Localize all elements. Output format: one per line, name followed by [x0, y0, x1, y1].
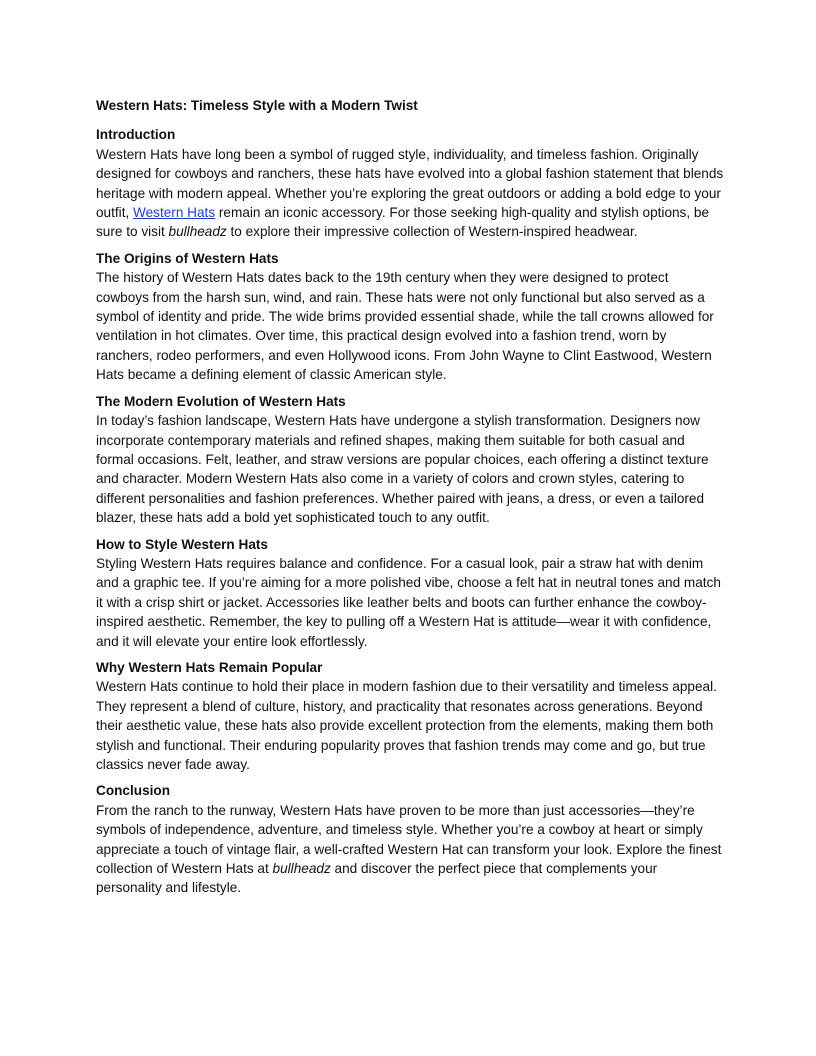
section-introduction	[96, 125, 724, 241]
brand-name: bullheadz	[272, 861, 331, 877]
modern-evolution-heading: The Modern Evolution of Western Hats	[96, 393, 346, 409]
conclusion-heading: Conclusion	[96, 783, 171, 799]
section-origins	[96, 249, 724, 385]
introduction-text-before-link: Western Hats have long been a symbol of rugged style, individuality, and timeless fashion. Originally designed for cowboys and ranchers, these hats have evolved into a global fashion statement that blends heritage with modern appeal. Whether you’re exploring the great outdoors or adding a bold edge to your outfit,	[96, 146, 724, 221]
conclusion-text-before-brand: From the ranch to the runway, Western Hats have proven to be more than just accessories—they’re symbols of independence, adventure, and timeless style. Whether you’re a cowboy at heart or simply appreciate a touch of vintage flair, a well-crafted Western Hat can transform your look. Explore the finest collection of Western Hats at	[96, 802, 722, 877]
document-page	[96, 96, 724, 905]
introduction-text-end: to explore their impressive collection of Western-inspired headwear.	[226, 224, 638, 240]
how-to-style-heading: How to Style Western Hats	[96, 536, 268, 552]
introduction-heading: Introduction	[96, 127, 176, 143]
modern-evolution-body: In today’s fashion landscape, Western Hats have undergone a stylish transformation. Designers now incorporate contemporary materials and refined shapes, making them suitable for both casual and formal occasions. Felt, leather, and straw versions are popular choices, each offering a distinct texture and character. Modern Western Hats also come in a variety of colors and crown styles, catering to different personalities and fashion preferences. Whether paired with jeans, a dress, or even a tailored blazer, these hats add a bold yet sophisticated touch to any outfit.	[96, 413, 709, 526]
section-how-to-style	[96, 535, 724, 651]
how-to-style-body: Styling Western Hats requires balance and confidence. For a casual look, pair a straw hat with denim and a graphic tee. If you’re aiming for a more polished vibe, choose a felt hat in neutral tones and match it with a crisp shirt or jacket. Accessories like leather belts and boots can further enhance the cowboy-inspired aesthetic. Remember, the key to pulling off a Western Hat is attitude—wear it with confidence, and it will elevate your entire look effortlessly.	[96, 555, 721, 649]
conclusion-text-after-brand: and discover the perfect piece that complements your personality and lifestyle.	[96, 861, 658, 896]
conclusion-body	[96, 801, 724, 898]
western-hats-link[interactable]: Western Hats	[133, 205, 216, 221]
section-why-popular	[96, 658, 724, 774]
brand-name: bullheadz	[168, 224, 227, 240]
origins-heading: The Origins of Western Hats	[96, 250, 279, 266]
introduction-text-after-link: remain an iconic accessory. For those seeking high-quality and stylish options, be sure to visit	[96, 205, 710, 240]
why-popular-heading: Why Western Hats Remain Popular	[96, 659, 323, 675]
why-popular-body: Western Hats continue to hold their place in modern fashion due to their versatility and timeless appeal. They represent a blend of culture, history, and practicality that resonates across generations. Beyond their aesthetic value, these hats also provide excellent protection from the elements, making them both stylish and functional. Their enduring popularity proves that fashion trends may come and go, but true classics never fade away.	[96, 679, 717, 772]
introduction-body	[96, 145, 724, 242]
section-conclusion	[96, 781, 724, 897]
section-modern-evolution	[96, 392, 724, 528]
origins-body: The history of Western Hats dates back to the 19th century when they were designed to protect cowboys from the harsh sun, wind, and rain. These hats were not only functional but also served as a symbol of identity and pride. The wide brims provided essential shade, while the tall crowns allowed for ventilation in hot climates. Over time, this practical design evolved into a fashion trend, worn by ranchers, rodeo performers, and even Hollywood icons. From John Wayne to Clint Eastwood, Western Hats became a defining element of classic American style.	[96, 270, 714, 383]
document-title: Western Hats: Timeless Style with a Modern Twist	[96, 98, 418, 113]
